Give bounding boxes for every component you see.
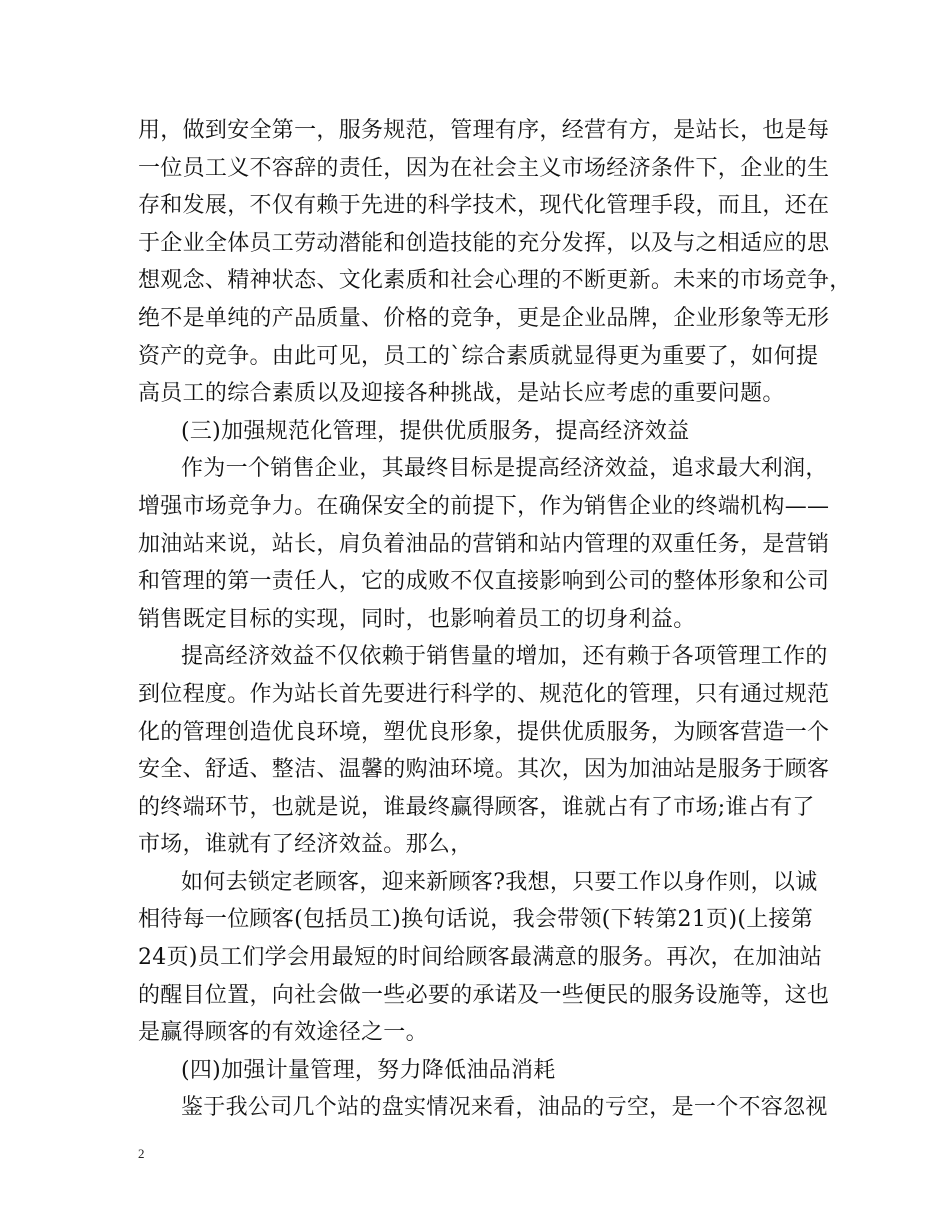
paragraph-start-line: 作为一个销售企业，其最终目标是提高经济效益，追求最大利润， bbox=[181, 456, 828, 482]
text-line: 于企业全体员工劳动潜能和创造技能的充分发挥，以及与之相适应的思 bbox=[138, 230, 830, 256]
text-line: 绝不是单纯的产品质量、价格的竞争，更是企业品牌，企业形象等无形 bbox=[138, 305, 830, 331]
paragraph-start-line: 如何去锁定老顾客，迎来新顾客?我想，只要工作以身作则，以诚 bbox=[181, 869, 818, 895]
text-line: 到位程度。作为站长首先要进行科学的、规范化的管理，只有通过规范 bbox=[138, 681, 830, 707]
text-line: 安全、舒适、整洁、温馨的购油环境。其次，因为加油站是服务于顾客 bbox=[138, 757, 830, 783]
text-line: 相待每一位顾客(包括员工)换句话说，我会带领(下转第21页)(上接第 bbox=[138, 907, 814, 933]
body-text bbox=[138, 112, 852, 1127]
text-line: 高员工的综合素质以及迎接各种挑战，是站长应考虑的重要问题。 bbox=[138, 381, 785, 407]
page-number: 2 bbox=[138, 1146, 145, 1161]
text-line: 的终端环节，也就是说，谁最终赢得顾客，谁就占有了市场;谁占有了 bbox=[138, 794, 815, 820]
text-line: 想观念、精神状态、文化素质和社会心理的不断更新。未来的市场竞争， bbox=[138, 268, 852, 294]
text-line: 增强市场竞争力。在确保安全的前提下，作为销售企业的终端机构—— bbox=[138, 493, 830, 519]
text-line: 的醒目位置，向社会做一些必要的承诺及一些便民的服务设施等，这也 bbox=[138, 982, 830, 1008]
text-line: 存和发展，不仅有赖于先进的科学技术，现代化管理手段，而且，还在 bbox=[138, 193, 830, 219]
text-line: 24页)员工们学会用最短的时间给顾客最满意的服务。再次，在加油站 bbox=[138, 945, 823, 971]
paragraph-start-line: 提高经济效益不仅依赖于销售量的增加，还有赖于各项管理工作的 bbox=[181, 644, 828, 670]
text-line: 和管理的第一责任人，它的成败不仅直接影响到公司的整体形象和公司 bbox=[138, 569, 830, 595]
text-line: 销售既定目标的实现，同时，也影响着员工的切身利益。 bbox=[138, 606, 696, 632]
text-line: 资产的竞争。由此可见，员工的`综合素质就显得更为重要了，如何提 bbox=[138, 343, 819, 369]
text-line: 市场，谁就有了经济效益。那么， bbox=[138, 832, 473, 858]
text-line: 一位员工义不容辞的责任，因为在社会主义市场经济条件下，企业的生 bbox=[138, 155, 830, 181]
text-line: 加油站来说，站长，肩负着油品的营销和站内管理的双重任务，是营销 bbox=[138, 531, 830, 557]
paragraph-start-line: 鉴于我公司几个站的盘实情况来看，油品的亏空，是一个不容忽视 bbox=[181, 1095, 828, 1121]
section-heading: (三)加强规范化管理，提供优质服务，提高经济效益 bbox=[181, 418, 690, 444]
text-line: 化的管理创造优良环境，塑优良形象，提供优质服务，为顾客营造一个 bbox=[138, 719, 830, 745]
text-line: 用，做到安全第一，服务规范，管理有序，经营有方，是站长，也是每 bbox=[138, 118, 830, 143]
section-heading: (四)加强计量管理，努力降低油品消耗 bbox=[181, 1057, 556, 1083]
text-line: 是赢得顾客的有效途径之一。 bbox=[138, 1020, 428, 1046]
